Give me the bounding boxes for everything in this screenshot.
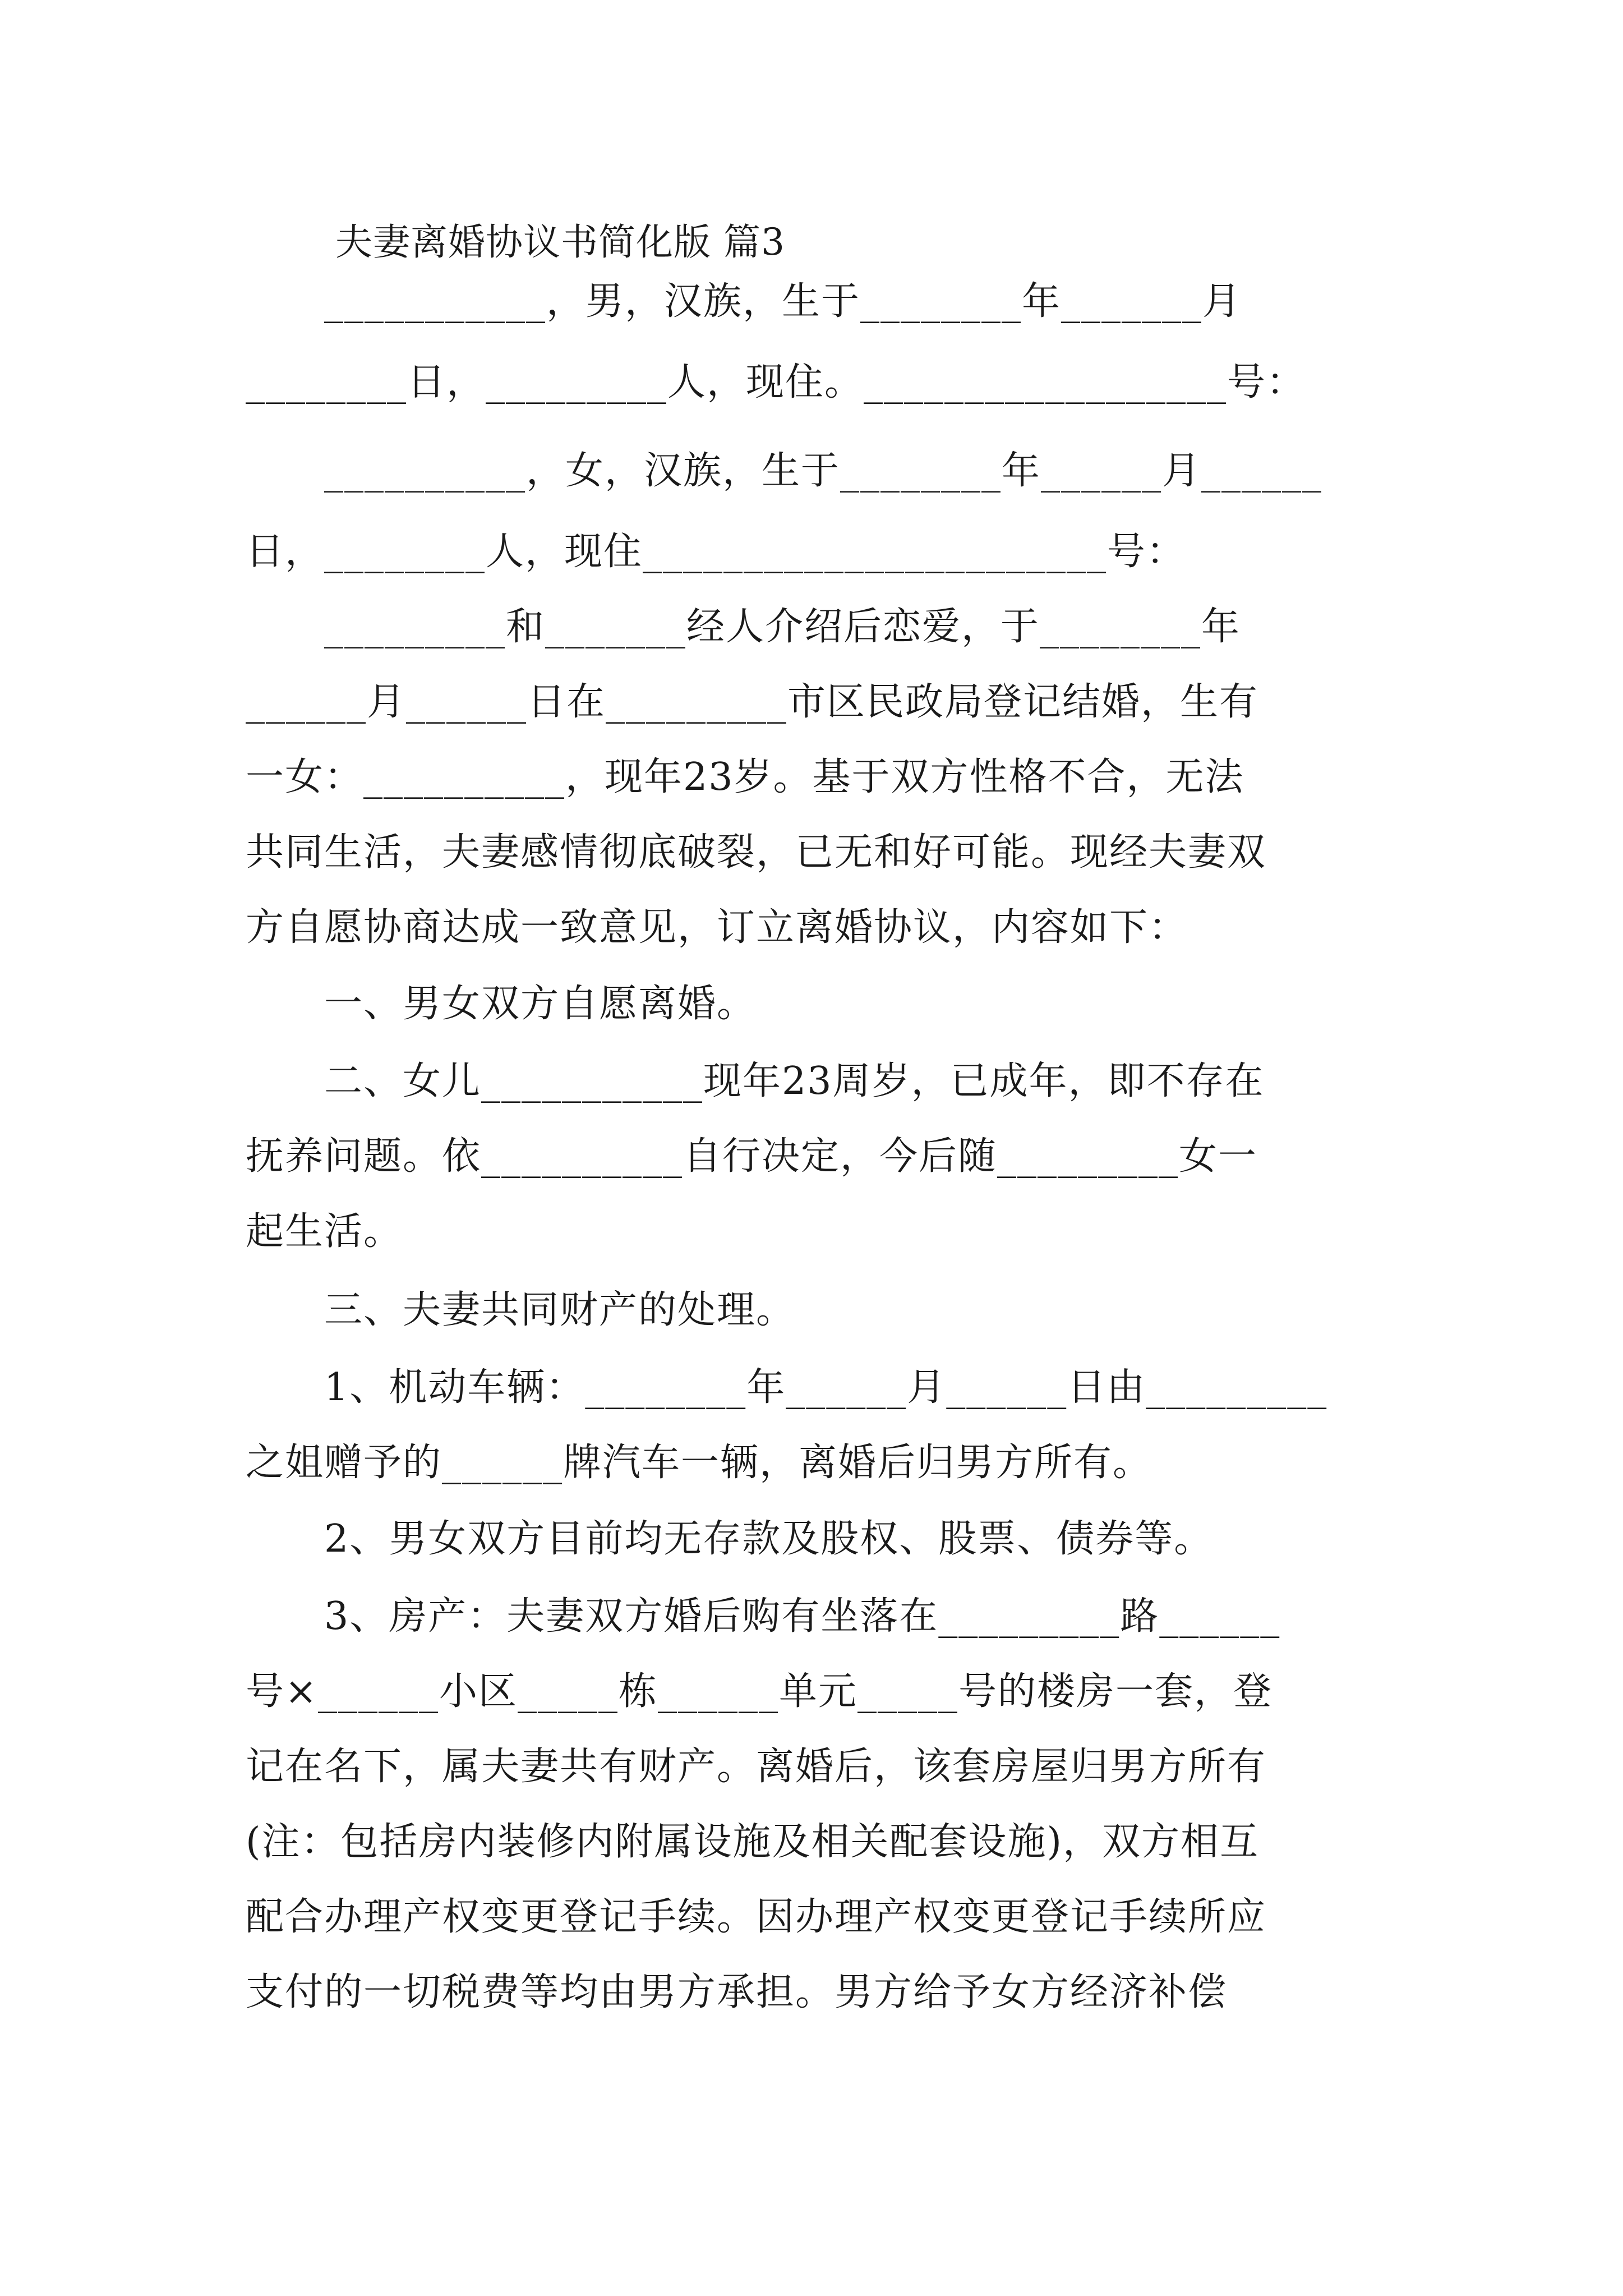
- text-line-11: 二、女儿___________现年23周岁，已成年，即不存在: [246, 1059, 1265, 1103]
- text-line-14: 三、夫妻共同财产的处理。: [246, 1288, 796, 1332]
- text-line-7: 一女：__________，现年23岁。基于双方性格不合，无法: [246, 755, 1244, 799]
- text-line-12: 抚养问题。依__________自行决定，今后随_________女一: [246, 1134, 1258, 1179]
- text-line-18: 3、房产：夫妻双方婚后购有坐落在_________路______: [246, 1594, 1281, 1639]
- document-title: 夫妻离婚协议书简化版 篇3: [335, 220, 785, 264]
- text-line-8: 共同生活，夫妻感情彻底破裂，已无和好可能。现经夫妻双: [246, 830, 1267, 875]
- text-line-5: _________和_______经人介绍后恋爱，于________年: [246, 605, 1241, 649]
- text-line-21: (注：包括房内装修内附属设施及相关配套设施)，双方相互: [246, 1820, 1260, 1864]
- text-line-4: 日，________人，现住_______________________号：: [246, 530, 1186, 574]
- text-line-2: ________日，_________人，现住。__________________号：: [246, 360, 1306, 404]
- text-line-19: 号×______小区_____栋______单元_____号的楼房一套，登: [246, 1669, 1272, 1714]
- text-line-6: ______月______日在_________市区民政局登记结婚，生有: [246, 680, 1259, 724]
- text-line-16: 之姐赠予的______牌汽车一辆，离婚后归男方所有。: [246, 1441, 1152, 1485]
- text-line-9: 方自愿协商达成一致意见，订立离婚协议，内容如下：: [246, 905, 1188, 950]
- text-line-3: __________，女，汉族，生于________年______月______: [246, 449, 1323, 493]
- text-line-1: ___________，男，汉族，生于________年_______月: [246, 279, 1242, 324]
- text-line-15: 1、机动车辆：________年______月______日由_________: [246, 1365, 1328, 1410]
- text-line-20: 记在名下，属夫妻共有财产。离婚后，该套房屋归男方所有: [246, 1745, 1267, 1789]
- text-line-13: 起生活。: [246, 1209, 403, 1254]
- text-line-10: 一、男女双方自愿离婚。: [246, 982, 757, 1026]
- text-line-17: 2、男女双方目前均无存款及股权、股票、债券等。: [246, 1517, 1214, 1561]
- text-line-23: 支付的一切税费等均由男方承担。男方给予女方经济补偿: [246, 1970, 1228, 2014]
- text-line-22: 配合办理产权变更登记手续。因办理产权变更登记手续所应: [246, 1895, 1267, 1939]
